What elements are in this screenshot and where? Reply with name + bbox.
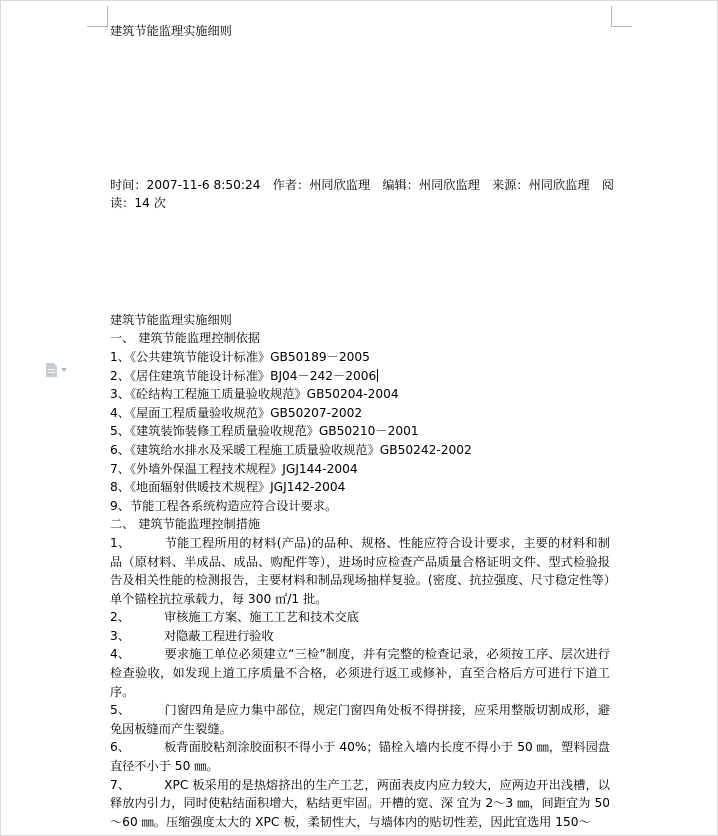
basis-item: 9、节能工程各系统构造应符合设计要求。 — [110, 498, 338, 513]
measure-item: 2、 审核施工方案、施工工艺和技术交底 — [110, 610, 359, 625]
crop-mark-top-right — [611, 6, 632, 27]
basis-item: 5、《建筑装饰装修工程质量验收规范》GB50210－2001 — [110, 424, 419, 439]
basis-item: 1、《公共建筑节能设计标准》GB50189－2005 — [110, 349, 370, 364]
paragraph-options-button[interactable] — [46, 361, 80, 379]
basis-item: 7、《外墙外保温工程技术规程》JGJ144-2004 — [110, 461, 358, 476]
measure-item: 1、 节能工程所用的材料(产品)的品种、规格、性能应符合设计要求，主要的材料和制品（原材料、半成品、成品、购配件等），进场时应检查产品质量合格证明文件、型式检验报告及相关性能的检测报告，主要材料和制品现场抽样复验。(密度、抗拉强度、尺寸稳定性等）单个锚栓抗拉承载力，每 300 ㎡/1 批。 — [110, 535, 610, 606]
document-body[interactable] — [110, 22, 614, 831]
text-cursor — [377, 369, 378, 382]
basis-item: 8、《地面辐射供暖技术规程》JGJ142-2004 — [110, 480, 346, 495]
measure-item: 5、 门窗四角是应力集中部位，规定门窗四角处板不得拼接，应采用整版切割成形，避免因板缝而产生裂缝。 — [110, 703, 610, 736]
section-heading: 二、 建筑节能监理控制措施 — [110, 517, 261, 532]
measure-item: 6、 板背面胶粘剂涂胶面积不得小于 40%；锚栓入墙内长度不得小于 50 ㎜，塑料园盘直径不小于 50 ㎜。 — [110, 740, 610, 774]
crop-mark-top-left — [87, 6, 108, 27]
meta-line: 读：14 次 — [110, 196, 166, 211]
header-title: 建筑节能监理实施细则 — [110, 24, 232, 38]
measure-item: 4、 要求施工单位必须建立“三检”制度，并有完整的检查记录，必须按工序、层次进行检查验收，如发现上道工序质量不合格，必须进行返工或修补，直至合格后方可进行下道工序。 — [110, 647, 610, 699]
section-heading: 一、 建筑节能监理控制依据 — [110, 331, 261, 346]
document-icon — [46, 363, 57, 377]
meta-line: 时间：2007-11-6 8:50:24 作者：州同欣监理 编辑：州同欣监理 来源：州同欣监理 阅 — [110, 177, 614, 192]
basis-item: 2、《居住建筑节能设计标准》BJ04－242－2006 — [110, 368, 377, 383]
measure-item: 3、 对隐蔽工程进行验收 — [110, 628, 274, 643]
article-title: 建筑节能监理实施细则 — [110, 312, 232, 327]
measure-item: 7、 XPC 板采用的是热熔挤出的生产工艺，两面表皮内应力较大，应两边开出浅槽，以释放内引力，同时使粘结面积增大，粘结更牢固。开槽的宽、深 宜为 2～3 ㎜，间距宜为 50～60 ㎜。压缩强度太大的 XPC 板，柔韧性大，与墙体内的贴切性差，因此宜选用 150～ — [110, 777, 610, 829]
basis-item: 4、《屋面工程质量验收规范》GB50207-2002 — [110, 405, 363, 420]
basis-item: 3、《砼结构工程施工质量验收规范》GB50204-2004 — [110, 387, 399, 402]
chevron-down-icon — [61, 368, 67, 372]
basis-item: 6、《建筑给水排水及采暖工程施工质量验收规范》GB50242-2002 — [110, 442, 472, 457]
